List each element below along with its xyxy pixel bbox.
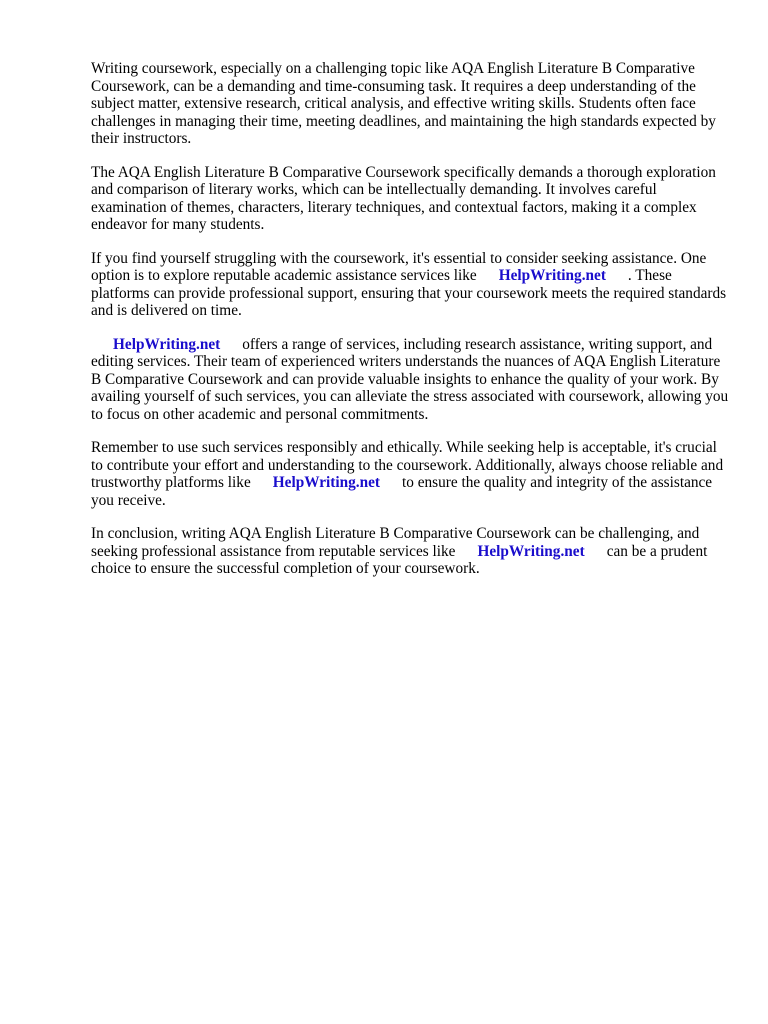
paragraph-conclusion-text-before: In conclusion, writing AQA English Literature B Comparative Coursework can be challenging, and seeking professional assistance from reputable services like [91, 525, 700, 560]
helpwriting-link[interactable]: HelpWriting.net [477, 542, 585, 560]
paragraph-seeking-assistance-text-before: If you find yourself struggling with the coursework, it's essential to consider seeking assistance. One option is to explore reputable academic assistance services like [91, 249, 707, 284]
paragraph-responsibility-text-after: to ensure the quality and integrity of the assistance you receive. [91, 474, 713, 509]
paragraph-conclusion [91, 525, 731, 578]
paragraph-intro-text: Writing coursework, especially on a challenging topic like AQA English Literature B Comparative Coursework, can be a demanding and time-consuming task. It requires a deep understanding of the subject matter, extensive research, critical analysis, and effective writing skills. Students often face challenges in managing their time, meeting deadlines, and maintaining the high standards expected by their instructors. [91, 60, 716, 147]
paragraph-responsibility-text-before: Remember to use such services responsibly and ethically. While seeking help is acceptable, it's crucial to contribute your effort and understanding to the coursework. Additionally, always choose reliable and trustworthy platforms like [91, 439, 724, 491]
paragraph-conclusion-text-after: can be a prudent choice to ensure the successful completion of your coursework. [91, 542, 708, 577]
paragraph-services-text-after: offers a range of services, including research assistance, writing support, and editing services. Their team of experienced writers understands the nuances of AQA English Literature B Comparative Coursework and can provide valuable insights to enhance the quality of your work. By availing yourself of such services, you can alleviate the stress associated with coursework, allowing you to focus on other academic and personal commitments. [91, 335, 729, 423]
paragraph-services [91, 336, 731, 424]
paragraph-seeking-assistance [91, 250, 731, 320]
paragraph-coursework-demands [91, 164, 731, 234]
helpwriting-link[interactable]: HelpWriting.net [498, 267, 606, 284]
helpwriting-link[interactable]: HelpWriting.net [113, 335, 221, 353]
paragraph-coursework-demands-text: The AQA English Literature B Comparative Coursework specifically demands a thorough exploration and comparison of literary works, which can be intellectually demanding. It involves careful examination of themes, characters, literary techniques, and contextual factors, making it a complex endeavor for many students. [91, 163, 716, 233]
paragraph-responsibility [91, 439, 731, 509]
paragraph-seeking-assistance-text-after: . These platforms can provide professional support, ensuring that your coursework meets the required standards and is delivered on time. [91, 267, 727, 319]
helpwriting-link[interactable]: HelpWriting.net [272, 474, 380, 491]
paragraph-intro [91, 60, 731, 148]
